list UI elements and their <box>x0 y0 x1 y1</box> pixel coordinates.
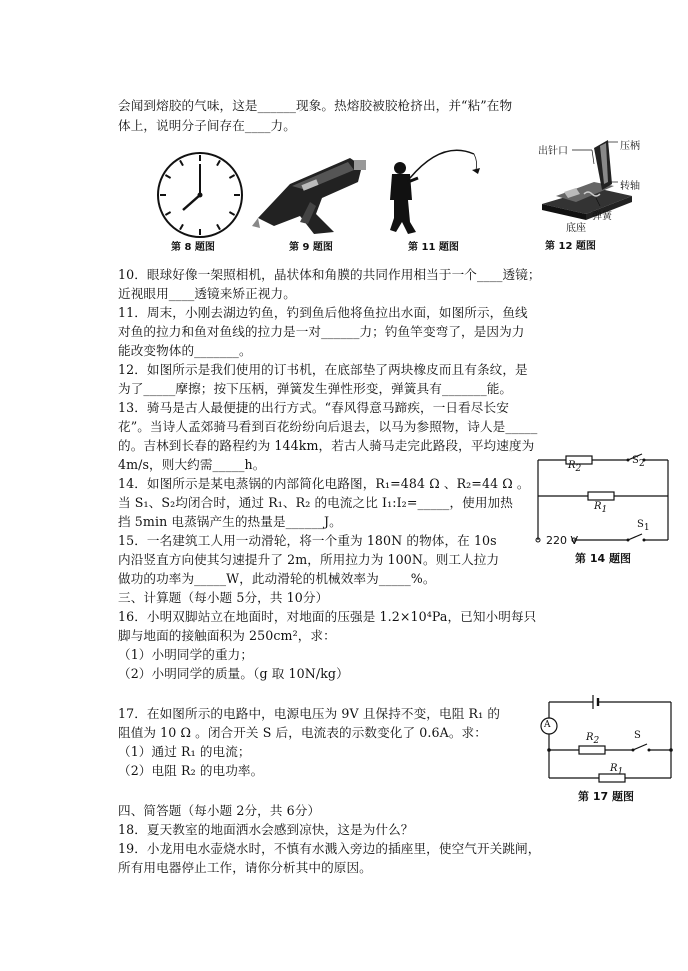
figure-caption: 第 12 题图 <box>545 241 596 252</box>
question-13: 13．骑马是古人最便捷的出行方式。“春风得意马蹄疾，一日看尽长安 <box>118 400 509 415</box>
label-r2: $R_2$ <box>586 732 600 746</box>
label-r2: $R_2$ <box>568 460 582 474</box>
question-17: 阻值为 10 Ω 。闭合开关 S 后，电流表的示数变化了 0.6A。求： <box>118 725 487 740</box>
figure-caption: 第 17 题图 <box>578 790 634 803</box>
label-base: 底座 <box>566 223 586 234</box>
section-heading: 四、简答题（每小题 2分，共 6分） <box>118 803 321 818</box>
question-19: 19．小龙用电水壶烧水时，不慎有水溅入旁边的插座里，使空气开关跳闸， <box>118 841 541 856</box>
question-13: 4m/s，则大约需_____h。 <box>118 457 266 472</box>
label-pivot: 转轴 <box>620 181 640 192</box>
question-13: 花”。当诗人孟郊骑马看到百花纷纷向后退去，以马为参照物，诗人是_____ <box>118 419 538 434</box>
question-12: 为了_____摩擦；按下压柄，弹簧发生弹性形变，弹簧具有_______能。 <box>118 381 513 396</box>
question-17: 17．在如图所示的电路中，电源电压为 9V 且保持不变，电阻 R₁ 的 <box>118 706 501 721</box>
section-heading: 三、计算题（每小题 5分，共 10分） <box>118 590 329 605</box>
glue-gun-figure <box>250 136 368 236</box>
label-spring: 弹簧 <box>592 211 612 222</box>
question-16: 脚与地面的接触面积为 250cm²，求： <box>118 628 336 643</box>
question-16: （1）小明同学的重力； <box>118 647 254 662</box>
question-15: 15．一名建筑工人用一动滑轮，将一个重为 180N 的物体，在 10s <box>118 533 497 548</box>
clock-figure <box>155 150 245 240</box>
question-18: 18．夏天教室的地面洒水会感到凉快，这是为什么？ <box>118 822 414 837</box>
question-11: 11．周末，小刚去湖边钓鱼，钓到鱼后他将鱼拉出水面，如图所示，鱼线 <box>118 305 528 320</box>
label-r1: $R_1$ <box>610 763 624 777</box>
question-15: 做功的功率为_____W，此动滑轮的机械效率为_____%。 <box>118 571 436 586</box>
question-16: 16．小明双脚站立在地面时，对地面的压强是 1.2×10⁴Pa，已知小明每只 <box>118 609 537 624</box>
label-voltage: 220 V <box>546 534 579 547</box>
question-16: （2）小明同学的质量。（g 取 10N/kg） <box>118 666 349 681</box>
question-12: 12．如图所示是我们使用的订书机，在底部垫了两块橡皮而且有条纹，是 <box>118 362 528 377</box>
figure-caption: 第 9 题图 <box>289 242 333 253</box>
label-s2: $S_2$ <box>632 455 645 469</box>
fisherman-figure <box>382 138 492 238</box>
circuit-figure-14 <box>534 448 674 548</box>
question-17: （2）电阻 R₂ 的电功率。 <box>118 763 264 778</box>
question-19: 所有用电器停止工作，请你分析其中的原因。 <box>118 860 372 875</box>
question-14: 当 S₁、S₂均闭合时，通过 R₁、R₂ 的电流之比 I₁:I₂=_____，使用加热 <box>118 495 513 510</box>
label-needle-outlet: 出针口 <box>538 146 568 157</box>
question-15: 内沿竖直方向使其匀速提升了 2m，所用拉力为 100N。则工人拉力 <box>118 552 500 567</box>
label-press-handle: 压柄 <box>620 141 640 152</box>
circuit-figure-17 <box>537 692 677 788</box>
question-10: 近视眼用____透镜来矫正视力。 <box>118 286 296 301</box>
question-11: 能改变物体的_______。 <box>118 343 252 358</box>
text-line: 体上，说明分子间存在____力。 <box>118 118 296 133</box>
question-14: 14．如图所示是某电蒸锅的内部简化电路图，R₁=484 Ω 、R₂=44 Ω 。 <box>118 476 530 491</box>
label-s: S <box>634 730 641 741</box>
figure-caption: 第 11 题图 <box>408 242 459 253</box>
text-line: 会闻到熔胶的气味，这是______现象。热熔胶被胶枪挤出，并“粘”在物 <box>118 98 513 113</box>
question-13: 的。吉林到长春的路程约为 144km，若古人骑马走完此路段，平均速度为 <box>118 438 535 453</box>
figure-caption: 第 8 题图 <box>171 242 215 253</box>
question-14: 挡 5min 电蒸锅产生的热量是______J。 <box>118 514 342 529</box>
ammeter-label: A <box>544 720 551 730</box>
question-17: （1）通过 R₁ 的电流； <box>118 744 251 759</box>
figure-caption: 第 14 题图 <box>575 552 631 565</box>
question-10: 10．眼球好像一架照相机，晶状体和角膜的共同作用相当于一个____透镜； <box>118 267 541 282</box>
label-s1: $S_1$ <box>637 519 650 533</box>
label-r1: $R_1$ <box>594 501 608 515</box>
question-11: 对鱼的拉力和鱼对鱼线的拉力是一对______力；钓鱼竿变弯了，是因为力 <box>118 324 525 339</box>
